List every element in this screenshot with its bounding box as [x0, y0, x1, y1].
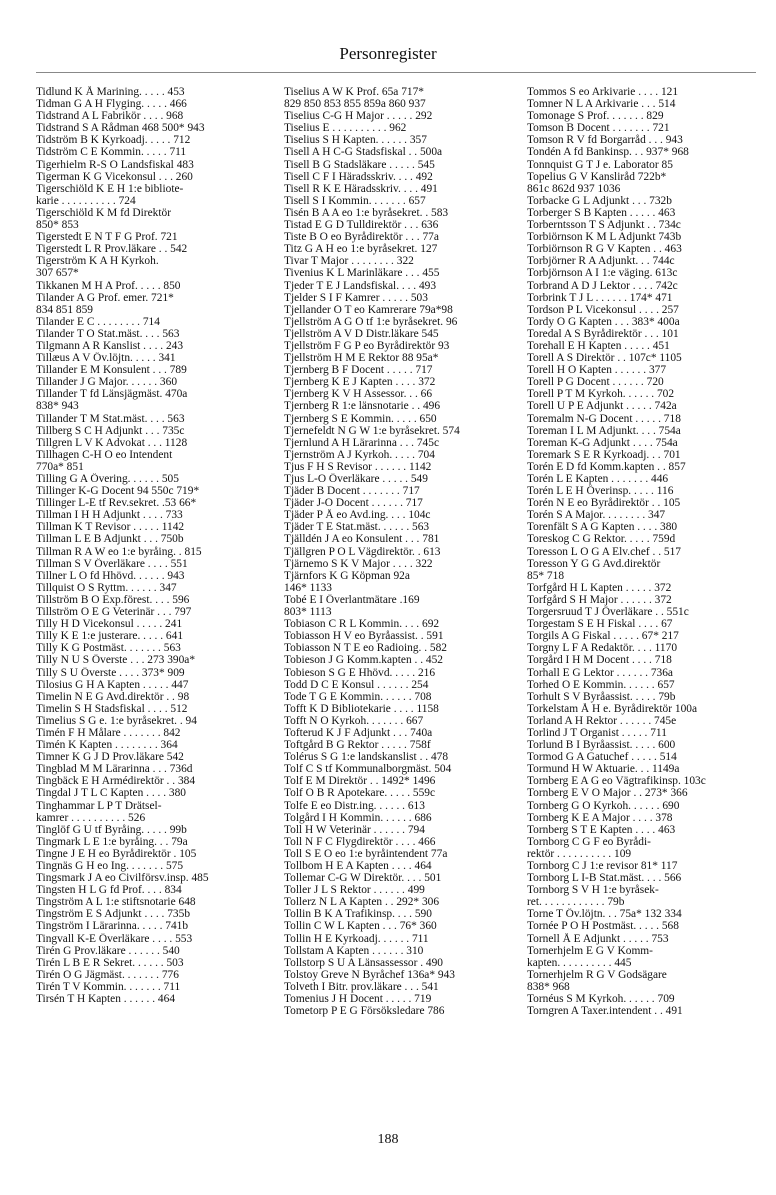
register-entry: Tilander A G Prof. emer. 721* [36, 291, 174, 304]
register-entry: Tolveth I Bitr. prov.läkare . . . 541 [284, 980, 439, 993]
register-entry: Tjäder B Docent . . . . . . . 717 [284, 485, 420, 498]
register-entry: Tigerström K A H Kyrkoh. [36, 255, 159, 268]
register-entry: Torlind J T Organist . . . . . 711 [527, 726, 667, 739]
register-entry: Torell H O Kapten . . . . . . 377 [527, 364, 667, 377]
register-entry: Tisell A H C-G Stadsfiskal . . 500a [284, 146, 443, 159]
register-entry: Torehall E H Kapten . . . . . 451 [527, 339, 670, 352]
register-entry: Tjellström H M E Rektor 88 95a* [284, 352, 439, 365]
register-entry: Torbrand A D J Lektor . . . . 742c [527, 279, 678, 292]
register-entry: Torén S A Major. . . . . . . . 347 [527, 509, 666, 522]
register-entry: Tollin H E Kyrkoadj. . . . . . 711 [284, 932, 429, 945]
register-entry: Tjärnfors K G Köpman 92a [284, 569, 410, 582]
register-entry: Tjellander O T eo Kamrerare 79a*98 [284, 303, 453, 316]
register-entry: Tillander T M Stat.mäst. . . . 563 [36, 412, 185, 425]
register-entry: Tormund H W Aktuarie. . . 1149a [527, 763, 680, 776]
register-entry: Tinglöf G U tf Byråing. . . . . 99b [36, 823, 187, 836]
register-entry: Toremalm N-G Docent . . . . . 718 [527, 412, 681, 425]
register-entry: Tirsén T H Kapten . . . . . . 464 [36, 993, 176, 1006]
register-entry: Tidström B K Kyrkoadj. . . . . 712 [36, 134, 191, 147]
register-entry: Tidman G A H Flyging. . . . . 466 [36, 98, 187, 111]
register-entry: Tornborg S V H 1:e byråsek- [527, 884, 659, 897]
register-entry: Torne T Öv.löjtn. . . 75a* 132 334 [527, 908, 682, 921]
register-entry: Tingström E S Adjunkt . . . . 735b [36, 908, 191, 921]
register-entry: Tingvall K-E Överläkare . . . . 553 [36, 932, 193, 945]
register-entry: Torland A H Rektor . . . . . . 745e [527, 714, 677, 727]
register-entry: Tilly K G Postmäst. . . . . . . 563 [36, 642, 181, 655]
register-entry: Tormod G A Gatuchef . . . . . 514 [527, 751, 677, 764]
register-entry: Tillander T fd Länsjägmäst. 470a [36, 388, 188, 401]
register-entry: Tjellström A V D Distr.läkare 545 [284, 327, 439, 340]
register-entry: Todd D C E Konsul . . . . . . 254 [284, 678, 429, 691]
register-entry: Tillman R A W eo 1:e byråing. . 815 [36, 545, 202, 558]
register-entry: Tomner N L A Arkivarie . . . 514 [527, 98, 676, 111]
register-entry: 861c 862d 937 1036 [527, 182, 621, 195]
register-entry: Torbjörner R A Adjunkt. . . 744c [527, 255, 675, 268]
register-entry: Torngren A Taxer.intendent . . 491 [527, 1005, 683, 1018]
register-entry: Torhall E G Lektor . . . . . . 736a [527, 666, 673, 679]
register-entry: Titz G A H eo 1:e byråsekret. 127 [284, 243, 438, 256]
register-entry: Tolérus S G 1:e landskanslist . . 478 [284, 751, 449, 764]
register-entry: Toll H W Veterinär . . . . . . 794 [284, 823, 425, 836]
register-entry: 829 850 853 855 859a 860 937 [284, 98, 426, 111]
register-entry: Tillman S V Överläkare . . . . 551 [36, 557, 188, 570]
register-entry: Toll S E O eo 1:e byråintendent 77a [284, 847, 448, 860]
register-entry: Torgersruud T J Överläkare . . 551c [527, 606, 689, 619]
register-entry: Tigerschiöld K E H 1:e bibliote- [36, 182, 184, 195]
register-entry: Tometorp P E G Försöksledare 786 [284, 1005, 445, 1018]
register-entry: Tomson R V fd Borgarråd . . . 943 [527, 134, 683, 147]
register-entry: Timelin S H Stadsfiskal . . . . 512 [36, 702, 188, 715]
register-entry: Tonnquist G T J e. Laborator 85 [527, 158, 673, 171]
register-entry: Toll N F C Flygdirektör . . . . 466 [284, 835, 436, 848]
register-entry: Tingblad M M Lärarinna . . . 736d [36, 763, 193, 776]
register-entry: Tillgren L V K Advokat . . . 1128 [36, 436, 188, 449]
register-entry: 85* 718 [527, 569, 565, 582]
register-entry: Tondén A fd Bankinsp. . . 937* 968 [527, 146, 689, 159]
register-entry: Tilly H D Vicekonsul . . . . . 241 [36, 618, 183, 631]
register-entry: Tjernberg K E J Kapten . . . . 372 [284, 376, 436, 389]
register-entry: Tolfe E eo Distr.ing. . . . . . 613 [284, 799, 425, 812]
register-entry: Tisell B G Stadsläkare . . . . . 545 [284, 158, 435, 171]
register-entry: Tofft N O Kyrkoh. . . . . . . 667 [284, 714, 424, 727]
register-entry: Torell U P E Adjunkt . . . . . 742a [527, 400, 677, 413]
register-entry: Toreskog C G Rektor. . . . . 759d [527, 533, 676, 546]
register-entry: Tjernefeldt N G W 1:e byråsekret. 574 [284, 424, 460, 437]
register-entry: Tornéus S M Kyrkoh. . . . . . 709 [527, 993, 675, 1006]
register-entry: Tistad E G D Tulldirektör . . . 636 [284, 219, 439, 232]
register-entry: 850* 853 [36, 219, 79, 232]
register-entry: Toresson L O G A Elv.chef . . 517 [527, 545, 682, 558]
register-entry: Tomson B Docent . . . . . . . 721 [527, 122, 670, 135]
register-entry: Tobieson S G E Hhövd. . . . . 216 [284, 666, 436, 679]
register-entry: Tordy O G Kapten . . . 383* 400a [527, 315, 680, 328]
register-entry: Toresson Y G G Avd.direktör [527, 557, 661, 570]
register-entry: Torbacke G L Adjunkt . . . 732b [527, 194, 672, 207]
register-entry: Tolf C S tf Kommunalborgmäst. 504 [284, 763, 452, 776]
register-entry: 838* 968 [527, 980, 570, 993]
register-entry: Torenfält S A G Kapten . . . . 380 [527, 521, 678, 534]
register-column-2 [284, 86, 516, 1017]
register-entry: Tordson P L Vicekonsul . . . . 257 [527, 303, 679, 316]
register-entry: Tiselius C-G H Major . . . . . 292 [284, 110, 433, 123]
register-entry: Tinghammar L P T Drätsel- [36, 799, 162, 812]
register-entry: Tofft K D Bibliotekarie . . . . 1158 [284, 702, 439, 715]
register-entry: Torhult S V Byråassist. . . . . 79b [527, 690, 676, 703]
register-column-1 [36, 86, 276, 1005]
register-entry: Tjäder P Å eo Avd.ing. . . . 104c [284, 509, 431, 522]
register-entry: 307 657* [36, 267, 79, 280]
register-entry: Timén F H Målare . . . . . . . 842 [36, 726, 181, 739]
register-entry: Tjäder T E Stat.mäst. . . . . . 563 [284, 521, 430, 534]
register-entry: Tomenius J H Docent . . . . . 719 [284, 993, 432, 1006]
register-entry: Torkelstam Å H e. Byrådirektör 100a [527, 702, 698, 715]
register-entry: kapten. . . . . . . . . . 445 [527, 956, 632, 969]
register-entry: Torbiörnson K M L Adjunkt 743b [527, 231, 682, 244]
register-entry: 146* 1133 [284, 581, 332, 594]
register-entry: Torbjörnson A I 1:e väging. 613c [527, 267, 678, 280]
register-entry: Tjernlund A H Lärarinna . . . 745c [284, 436, 439, 449]
register-entry: Tirén L B E R Sekret. . . . . . 503 [36, 956, 184, 969]
register-entry: Tornell Å E Adjunkt . . . . . 753 [527, 932, 669, 945]
register-entry: Tilly N U S Överste . . . 273 390a* [36, 654, 196, 667]
page-number: 188 [377, 1132, 399, 1147]
register-entry: Torhed O E Kommin. . . . . . 657 [527, 678, 675, 691]
register-entry: Torlund B I Byråassist. . . . . 600 [527, 739, 676, 752]
register-entry: Tollin B K A Trafikinsp. . . . 590 [284, 908, 432, 921]
register-entry: Tollin C W L Kapten . . . 76* 360 [284, 920, 437, 933]
register-entry: Torgils A G Fiskal . . . . . 67* 217 [527, 630, 679, 643]
register-entry: Tjernberg K V H Assessor. . . 66 [284, 388, 433, 401]
register-entry: Tilander E C . . . . . . . . 714 [36, 315, 160, 328]
register-entry: Tjelder S I F Kamrer . . . . . 503 [284, 291, 428, 304]
register-entry: Torell A S Direktör . . 107c* 1105 [527, 352, 682, 365]
register-entry: Tigerstedt E N T F G Prof. 721 [36, 231, 178, 244]
register-entry: Tjernberg B F Docent . . . . . 717 [284, 364, 433, 377]
register-entry: Tollbom H E A Kapten . . . . 464 [284, 860, 432, 872]
register-entry: Tillhagen C-H O eo Intendent [36, 448, 173, 461]
register-entry: Tingsten H L G fd Prof. . . . 834 [36, 884, 182, 897]
register-entry: Tisell R K E Häradsskriv. . . . 491 [284, 182, 438, 195]
register-entry: Tillman L E B Adjunkt . . . 750b [36, 533, 184, 546]
register-entry: karie . . . . . . . . . . 724 [36, 194, 136, 207]
register-entry: Tornberg E V O Major . . 273* 366 [527, 787, 688, 800]
register-entry: Tjeder T E J Landsfiskal. . . . 493 [284, 279, 437, 292]
register-entry: Tillquist O S Ryttm. . . . . . 347 [36, 581, 177, 594]
register-entry: Tornberg K E A Major . . . . 378 [527, 811, 673, 824]
register-entry: Tjernberg S E Kommin. . . . . 650 [284, 412, 437, 425]
register-entry: Toftgård B G Rektor . . . . . 758f [284, 739, 431, 752]
register-entry: Tivenius K L Marinläkare . . . 455 [284, 267, 440, 280]
register-entry: Tjärnemo S K V Major . . . . 322 [284, 557, 433, 570]
register-entry: Tidström C E Kommin. . . . . 711 [36, 146, 187, 159]
register-entry: Tobiason C R L Kommin. . . . 692 [284, 618, 440, 631]
register-entry: Tillæus A V Öv.löjtn. . . . . 341 [36, 352, 176, 365]
register-entry: Torén L E H Överinsp. . . . . 116 [527, 485, 674, 498]
register-entry: Torgård I H M Docent . . . . 718 [527, 654, 672, 667]
register-entry: Tingnäs G H eo Ing. . . . . . . 575 [36, 860, 184, 872]
register-entry: Tidlund K Å Marining. . . . . 453 [36, 86, 185, 98]
register-entry: Toller J L S Rektor . . . . . . 499 [284, 884, 425, 897]
register-entry: Tingström I Lärarinna. . . . . 741b [36, 920, 189, 933]
page-title: Personregister [339, 44, 437, 63]
register-column-3 [527, 86, 767, 1017]
register-entry: Timelius S G e. 1:e byråsekret. . 94 [36, 714, 197, 727]
register-entry: Tornerhjelm E G V Komm- [527, 944, 653, 957]
register-entry: Tobé E I Överlantmätare .169 [284, 593, 420, 606]
register-entry: Toreman K-G Adjunkt . . . . 754a [527, 436, 678, 449]
register-entry: Tillström O E G Veterinär . . . 797 [36, 606, 192, 619]
register-entry: Tommos S eo Arkivarie . . . . 121 [527, 86, 679, 98]
register-entry: Tjus F H S Revisor . . . . . . 1142 [284, 460, 432, 473]
register-entry: Tiselius A W K Prof. 65a 717* [284, 86, 424, 98]
header-rule [36, 72, 756, 73]
register-entry: 803* 1113 [284, 606, 332, 619]
register-entry: Tjernström A J Kyrkoh. . . . . 704 [284, 448, 435, 461]
register-entry: Tisell S I Kommin. . . . . . . 657 [284, 194, 426, 207]
register-entry: Tjällgren P O L Vägdirektör. . 613 [284, 545, 441, 558]
register-entry: Tilling G A Övering. . . . . . 505 [36, 473, 179, 485]
register-entry: Tirén O G Jägmäst. . . . . . . 776 [36, 968, 179, 981]
register-entry: Tillinger L-E tf Rev.sekret. .53 66* [36, 497, 197, 510]
register-entry: Torberntsson T S Adjunkt . . 734c [527, 219, 681, 232]
register-entry: 770a* 851 [36, 460, 84, 473]
register-entry: Tolstoy Greve N Byråchef 136a* 943 [284, 968, 455, 981]
register-entry: Tikkanen M H A Prof. . . . . 850 [36, 279, 181, 292]
register-entry: Torén N E eo Byrådirektör . . 105 [527, 497, 681, 510]
register-entry: Tingmark L E 1:e byråing. . . 79a [36, 835, 188, 848]
register-entry: Tjäder J-O Docent . . . . . . 717 [284, 497, 423, 510]
register-entry: Torbrink T J L . . . . . . 174* 471 [527, 291, 673, 304]
register-entry: Tiselius S H Kapten. . . . . . 357 [284, 134, 427, 147]
register-entry: Tilander T O Stat.mäst. . . . 563 [36, 327, 180, 340]
register-entry: Tisell C F I Häradsskriv. . . . 492 [284, 170, 433, 183]
register-entry: Tornberg S T E Kapten . . . . 463 [527, 823, 676, 836]
register-entry: Tollstam A Kapten . . . . . . 310 [284, 944, 424, 957]
register-entry: Tilgmann A R Kanslist . . . . 243 [36, 339, 184, 352]
register-entry: Tornborg C G F eo Byrådi- [527, 835, 651, 848]
register-entry: Tigerschiöld K M fd Direktör [36, 206, 171, 219]
register-entry: Tidstrand A L Fabrikör . . . . 968 [36, 110, 184, 123]
register-entry: Torbiörnson R G V Kapten . . 463 [527, 243, 682, 256]
register-entry: Tornée P O H Postmäst. . . . . 568 [527, 920, 679, 933]
register-entry: Tigerman K G Vicekonsul . . . 260 [36, 170, 193, 183]
register-entry: Toredal A S Byrådirektör . . . 101 [527, 327, 679, 340]
register-entry: Tiselius E . . . . . . . . . . 962 [284, 122, 407, 135]
register-entry: Timén K Kapten . . . . . . . . 364 [36, 739, 178, 752]
register-entry: Tillinger K-G Docent 94 550c 719* [36, 485, 200, 498]
register-entry: Tillander E M Konsulent . . . 789 [36, 364, 187, 377]
register-entry: Topelius G V Kansliråd 722b* [527, 170, 667, 183]
register-entry: Tillman K T Revisor . . . . . 1142 [36, 521, 185, 534]
register-entry: Tidstrand S A Rådman 468 500* 943 [36, 122, 205, 135]
register-entry: Tolf O B R Apotekare. . . . . 559c [284, 787, 436, 800]
register-entry: Tilly S U Överste . . . . 373* 909 [36, 666, 185, 679]
register-entry: ret. . . . . . . . . . . . 79b [527, 896, 625, 909]
register-entry: Timelin N E G Avd.direktör . . 98 [36, 690, 190, 703]
register-entry: Tingbäck E H Armédirektör . . 384 [36, 775, 196, 788]
register-entry: Tingne J E H eo Byrådirektör . 105 [36, 847, 197, 860]
register-entry: Tirén G Prov.läkare . . . . . . 540 [36, 944, 180, 957]
register-entry: Tornberg E A G eo Vägtrafikinsp. 103c [527, 775, 706, 788]
register-entry: Tollemar C-G W Direktör. . . . 501 [284, 872, 442, 885]
register-entry: Tilosius G H A Kapten . . . . . 447 [36, 678, 189, 691]
register-entry: Tornberg G O Kyrkoh. . . . . . 690 [527, 799, 680, 812]
register-entry: Tisén B A A eo 1:e byråsekret. . 583 [284, 206, 449, 219]
register-entry: Tobieson J G Komm.kapten . . 452 [284, 654, 443, 667]
register-entry: Tirén T V Kommin. . . . . . . 711 [36, 980, 181, 993]
register-entry: 834 851 859 [36, 303, 93, 316]
register-entry: Tornborg C J 1:e revisor 81* 117 [527, 860, 678, 872]
register-entry: Tomonage S Prof. . . . . . . 829 [527, 110, 664, 123]
register-entry: Torén L E Kapten . . . . . . . 446 [527, 473, 669, 485]
register-entry: Torén E D fd Komm.kapten . . 857 [527, 460, 686, 473]
register-entry: Torfgård H L Kapten . . . . . 372 [527, 581, 672, 594]
register-entry: 838* 943 [36, 400, 79, 413]
register-entry: Torell P G Docent . . . . . . 720 [527, 376, 664, 389]
register-entry: Tigerstedt L R Prov.läkare . . 542 [36, 243, 188, 256]
register-entry: Tjellström A G O tf 1:e byråsekret. 96 [284, 315, 458, 328]
register-entry: Tollstorp S U A Länsassessor . 490 [284, 956, 443, 969]
register-entry: Tjus L-O Överläkare . . . . . 549 [284, 473, 428, 485]
register-entry: Torberger S B Kapten . . . . . 463 [527, 206, 676, 219]
register-entry: Tillner L O fd Hhövd. . . . . . 943 [36, 569, 185, 582]
register-entry: Tiste B O eo Byrådirektör . . . 77a [284, 231, 439, 244]
register-entry: Tofterud K J F Adjunkt . . . 740a [284, 726, 433, 739]
register-entry: Tillberg S C H Adjunkt . . . 735c [36, 424, 185, 437]
register-entry: Tjälldén J A eo Konsulent . . . 781 [284, 533, 440, 546]
register-entry: Tobiasson N T E eo Radioing. . 582 [284, 642, 447, 655]
register-entry: Tjellström F G P eo Byrådirektör 93 [284, 339, 450, 352]
register-entry: Tolf E M Direktör . . 1492* 1496 [284, 775, 436, 788]
register-entry: Tornborg L I-B Stat.mäst. . . . 566 [527, 872, 682, 885]
register-entry: Tingdal J T L C Kapten . . . . 380 [36, 787, 186, 800]
register-entry: Tillander J G Major. . . . . . 360 [36, 376, 178, 389]
register-entry: Torfgård S H Major . . . . . . 372 [527, 593, 672, 606]
register-entry: Tolgård I H Kommin. . . . . . 686 [284, 811, 432, 824]
register-entry: Torgestam S E H Fiskal . . . . 67 [527, 618, 673, 631]
register-entry: Toremark S E R Kyrkoadj. . . 701 [527, 448, 681, 461]
register-entry: Toreman I L M Adjunkt. . . . 754a [527, 424, 681, 437]
register-entry: Tingström A L 1:e stiftsnotarie 648 [36, 896, 196, 909]
register-entry: Tillman I H H Adjunkt . . . . 733 [36, 509, 183, 522]
register-entry: Tornerhjelm R G V Godsägare [527, 968, 667, 981]
register-entry: Tingsmark J A eo Civilförsv.insp. 485 [36, 872, 209, 885]
register-entry: Torell P T M Kyrkoh. . . . . . 702 [527, 388, 675, 401]
register-entry: rektör . . . . . . . . . . 109 [527, 847, 632, 860]
register-entry: Tobiasson H V eo Byråassist. . 591 [284, 630, 444, 643]
register-entry: Tilly K E 1:e justerare. . . . . 641 [36, 630, 184, 643]
register-entry: kamrer . . . . . . . . . . 526 [36, 811, 146, 824]
register-entry: Tode T G E Kommin. . . . . . 708 [284, 690, 432, 703]
register-entry: Tivar T Major . . . . . . . . 322 [284, 255, 414, 268]
register-entry: Tjernberg R 1:e länsnotarie . . 496 [284, 400, 441, 413]
register-entry: Tigerhielm R-S O Landsfiskal 483 [36, 158, 194, 171]
register-entry: Tollerz N L A Kapten . . 292* 306 [284, 896, 440, 909]
register-entry: Tillström B O Exp.förest. . . . 596 [36, 593, 190, 606]
register-entry: Torgny L F A Redaktör. . . . 1170 [527, 642, 678, 655]
register-entry: Timner K G J D Prov.läkare 542 [36, 751, 184, 764]
